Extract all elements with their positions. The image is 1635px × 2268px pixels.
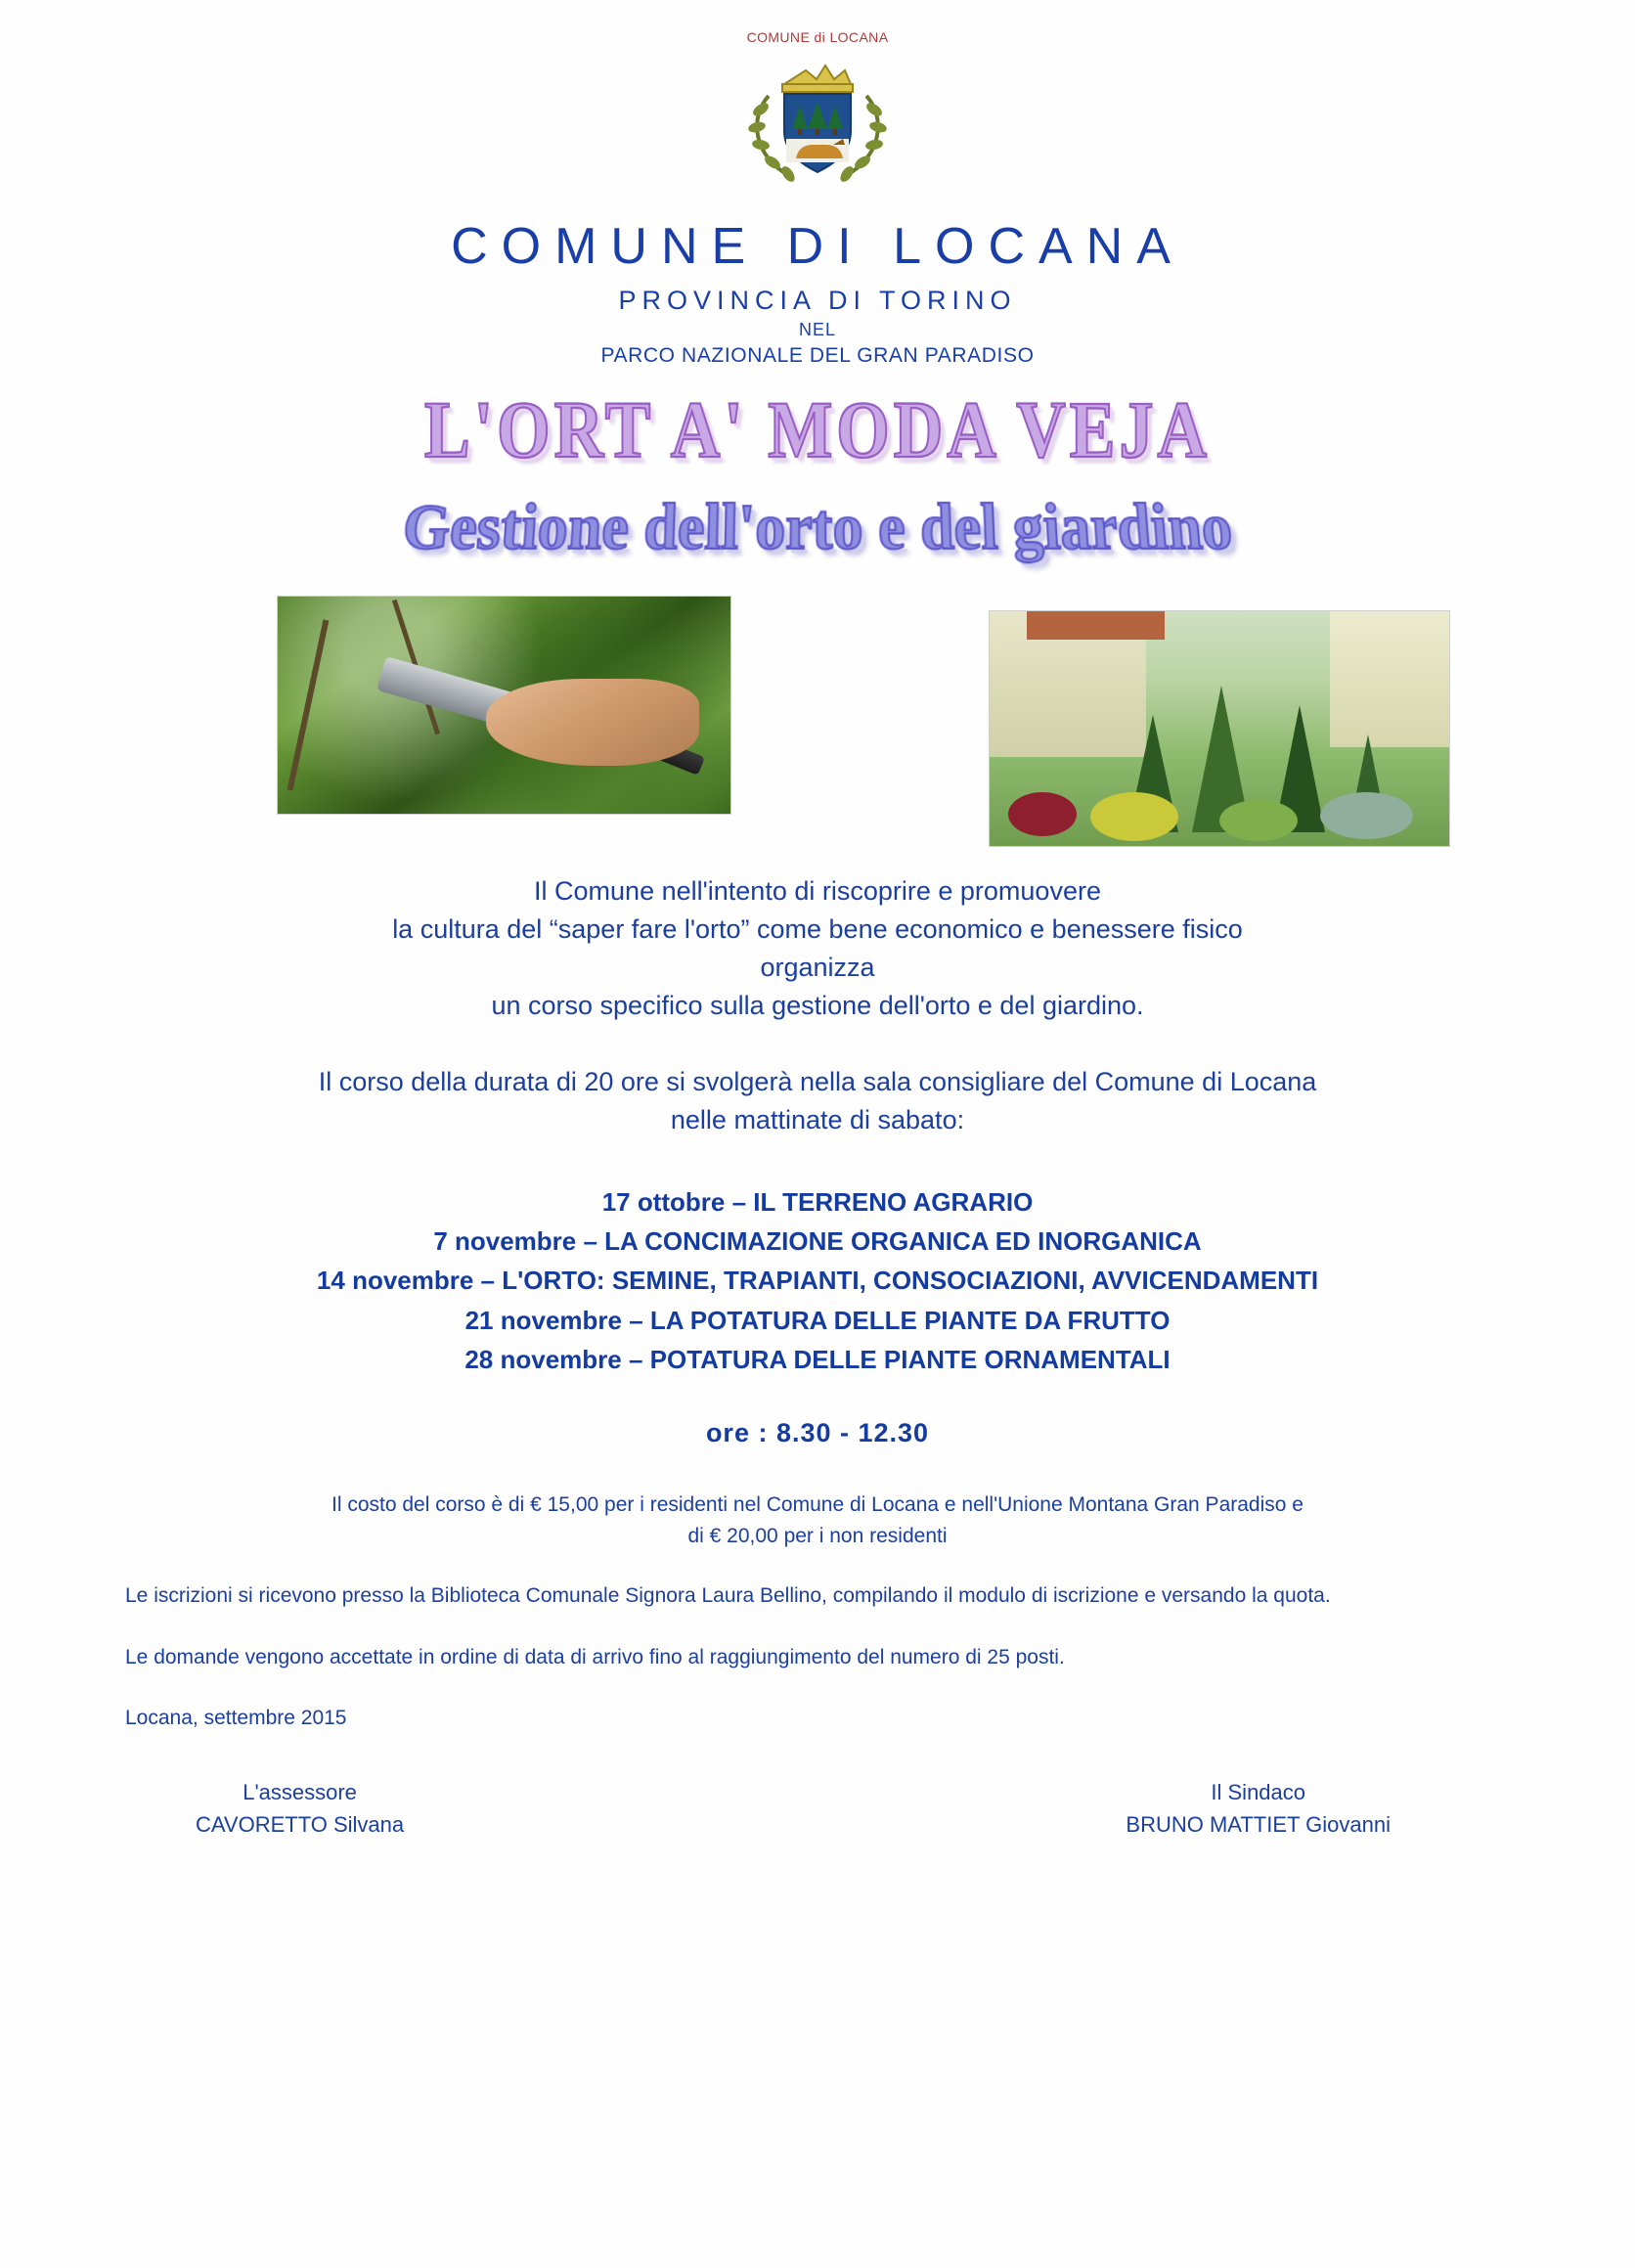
intro-paragraph bbox=[0, 872, 1635, 1026]
signatures-row bbox=[0, 1776, 1635, 1841]
intro-line-2: la cultura del “saper fare l'orto” come bene economico e benessere fisico bbox=[392, 914, 1243, 945]
course-info-paragraph bbox=[0, 1063, 1635, 1139]
lesson-schedule-list bbox=[0, 1182, 1635, 1379]
sindaco-name: BRUNO MATTIET Giovanni bbox=[1126, 1811, 1391, 1837]
list-item: 17 ottobre – IL TERRENO AGRARIO bbox=[601, 1186, 1034, 1217]
ornamental-garden-photo bbox=[989, 610, 1450, 847]
cost-line-1: Il costo del corso è di € 15,00 per i residenti nel Comune di Locana e nell'Unione Montana Gran Paradiso e bbox=[331, 1493, 1304, 1517]
assessore-name: CAVORETTO Silvana bbox=[196, 1811, 405, 1837]
signature-sindaco bbox=[1126, 1776, 1391, 1841]
nel-label: NEL bbox=[798, 320, 836, 339]
list-item: 14 novembre – L'ORTO: SEMINE, TRAPIANTI, CONSOCIAZIONI, AVVICENDAMENTI bbox=[316, 1266, 1319, 1296]
event-title: L'ORT A' MODA VEJA bbox=[423, 386, 1212, 476]
signature-assessore bbox=[196, 1776, 404, 1841]
course-hours: ore : 8.30 - 12.30 bbox=[705, 1418, 930, 1448]
municipal-coat-of-arms-icon bbox=[739, 49, 896, 196]
cost-paragraph bbox=[0, 1490, 1635, 1551]
pruning-shears-photo bbox=[277, 596, 731, 815]
crest-container bbox=[0, 49, 1635, 196]
assessore-role: L'assessore bbox=[243, 1779, 357, 1804]
crest-caption: COMUNE di LOCANA bbox=[746, 29, 889, 45]
cost-line-2: di € 20,00 per i non residenti bbox=[687, 1524, 948, 1547]
intro-line-1: Il Comune nell'intento di riscoprire e promuovere bbox=[534, 876, 1101, 906]
course-info-line-1: Il corso della durata di 20 ore si svolgerà nella sala consigliare del Comune di Locana bbox=[318, 1066, 1317, 1096]
province-subtitle: PROVINCIA DI TORINO bbox=[618, 286, 1017, 315]
intro-line-3: organizza bbox=[760, 953, 875, 983]
intro-line-4: un corso specifico sulla gestione dell'orto e del giardino. bbox=[491, 991, 1144, 1021]
list-item: 21 novembre – LA POTATURA DELLE PIANTE DA FRUTTO bbox=[464, 1305, 1171, 1335]
list-item: 7 novembre – LA CONCIMAZIONE ORGANICA ED INORGANICA bbox=[433, 1226, 1202, 1257]
photo-row bbox=[0, 596, 1635, 845]
park-label: PARCO NAZIONALE DEL GRAN PARADISO bbox=[600, 344, 1035, 367]
page-title: COMUNE DI LOCANA bbox=[451, 218, 1184, 275]
event-subtitle: Gestione dell'orto e del giardino bbox=[399, 491, 1236, 564]
list-item: 28 novembre – POTATURA DELLE PIANTE ORNAMENTALI bbox=[464, 1345, 1171, 1375]
enrollment-paragraph: Le iscrizioni si ricevono presso la Biblioteca Comunale Signora Laura Bellino, compilando il modulo di iscrizione e versando la quota. bbox=[125, 1584, 1331, 1608]
applications-paragraph: Le domande vengono accettate in ordine di data di arrivo fino al raggiungimento del numero di 25 posti. bbox=[125, 1645, 1065, 1668]
sindaco-role: Il Sindaco bbox=[1211, 1779, 1306, 1804]
course-info-line-2: nelle mattinate di sabato: bbox=[670, 1104, 965, 1134]
place-date: Locana, settembre 2015 bbox=[125, 1707, 347, 1730]
